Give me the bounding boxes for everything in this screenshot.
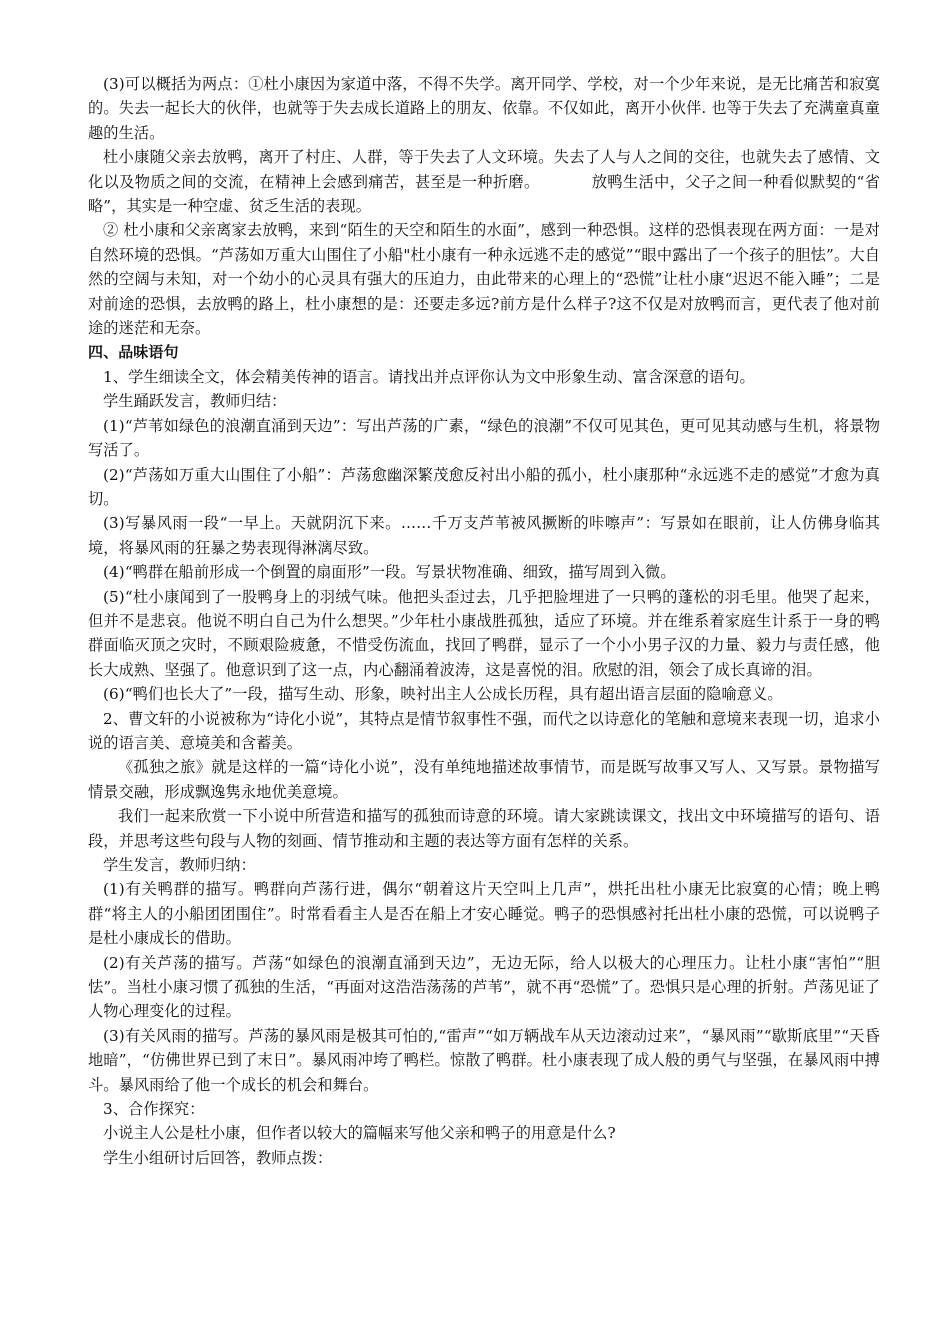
paragraph-leaving-village-part1: 杜小康随父亲去放鸭，离开了村庄、人群，等于失去了人文环境。失去了人与人之间的交往，也就失去了感情、文化以及物质之间的交流，在精神上会感到痛苦，甚至是一种折磨。 (88, 148, 880, 191)
paragraph-ducks-description: (1)有关鸭群的描写。鸭群向芦荡行进，偶尔“朝着这片天空叫上几声”，烘托出杜小康无比寂寞的心情；晚上鸭群“将主人的小船团团围住”。时常看看主人是否在船上才安心睡觉。鸭子的恐惧感衬托出杜小康的恐慌，可以说鸭子是杜小康成长的借助。 (88, 880, 880, 948)
paragraph-task-one: 1、学生细读全文，体会精美传神的语言。请找出并点评你认为文中形象生动、富含深意的语句。 (103, 367, 755, 386)
paragraph-task-two-poetic-novel: 2、曹文轩的小说被称为“诗化小说”，其特点是情节叙事性不强，而代之以诗意化的笔触和意境来表现一切，追求小说的语言美、意境美和含蓄美。 (88, 709, 880, 752)
paragraph-leaving-village (88, 145, 880, 218)
paragraph-group-discussion: 学生小组研讨后回答，教师点拨： (103, 1148, 333, 1167)
paragraph-reeds-description: (2)有关芦荡的描写。芦荡“如绿色的浪潮直涌到天边”，无边无际，给人以极大的心理压力。让杜小康“害怕”“胆怯”。当杜小康习惯了孤独的生活，“再面对这浩浩荡荡的芦苇”，就不再“恐慌”了。恐惧只是心理的折射。芦荡见证了人物心理变化的过程。 (88, 953, 880, 1021)
paragraph-summary-point-one: (3)可以概括为两点：①杜小康因为家道中落，不得不失学。离开同学、学校，对一个少年来说，是无比痛苦和寂寞的。失去一起长大的伙伴，也就等于失去成长道路上的朋友、依靠。不仅如此，离开小伙伴. 也等于失去了充满童真童趣的生活。 (88, 75, 880, 142)
paragraph-lonely-journey-intro: 《孤独之旅》就是这样的一篇“诗化小说”，没有单纯地描述故事情节，而是既写故事又写人、又写景。景物描写情景交融，形成飘逸隽永地优美意境。 (88, 758, 880, 801)
paragraph-students-speak: 学生踊跃发言，教师归结： (103, 392, 287, 411)
paragraph-leaving-village-part2: 放鸭生活中，父子之间一种看似默契的“省略”，其实是一种空虚、贫乏生活的表现。 (88, 172, 880, 216)
paragraph-task-three: 3、合作探究： (103, 1100, 205, 1119)
paragraph-students-summary: 学生发言，教师归纳： (103, 856, 256, 874)
paragraph-storm-description: (3)有关风雨的描写。芦荡的暴风雨是极其可怕的,“雷声”“如万辆战车从天边滚动过来”，“暴风雨”“歇斯底里”“天昏地暗”，“仿佛世界已到了末日”。暴风雨冲垮了鸭栏。惊散了鸭群。杜小康表现了成人般的勇气与坚强，在暴风雨中搏斗。暴风雨给了他一个成长的机会和舞台。 (88, 1026, 880, 1094)
paragraph-item-4-fan-shape: (4)“鸭群在船前形成一个倒置的扇面形”一段。写景状物准确、细致，描写周到入微。 (103, 563, 676, 582)
section-heading-sentences: 四、品味语句 (88, 343, 179, 362)
paragraph-environment-reading: 我们一起来欣赏一下小说中所营造和描写的孤独而诗意的环境。请大家跳读课文，找出文中环境描写的语句、语段，并思考这些句段与人物的刻画、情节推动和主题的表达等方面有怎样的关系。 (88, 807, 880, 850)
paragraph-item-3-storm: (3)写暴风雨一段“一早上。天就阴沉下来。……千万支芦苇被风撅断的咔嚓声”：写景如在眼前，让人仿佛身临其境，将暴风雨的狂暴之势表现得淋漓尽致。 (88, 514, 880, 557)
paragraph-item-6-ducks-grown: (6)“鸭们也长大了”一段，描写生动、形象，映衬出主人公成长历程，具有超出语言层面的隐喻意义。 (103, 685, 783, 704)
paragraph-fear-analysis: ② 杜小康和父亲离家去放鸭，来到“陌生的天空和陌生的水面”，感到一种恐惧。这样的恐惧表现在两方面：一是对自然环境的恐惧。“芦荡如万重大山围住了小船"杜小康有一种永远逃不走的感觉”“眼中露出了一个孩子的胆怯”。大自然的空阔与未知，对一个幼小的心灵具有强大的压迫力，由此带来的心理上的“恐慌”让杜小康“迟迟不能入睡”；二是对前途的恐惧，去放鸭的路上，杜小康想的是：还要走多远?前方是什么样子?这不仅是对放鸭而言，更代表了他对前途的迷茫和无奈。 (88, 221, 880, 338)
paragraph-item-2-mountains: (2)“芦荡如万重大山围住了小船”：芦荡愈幽深繁茂愈反衬出小船的孤小，杜小康那种“永远逃不走的感觉”才愈为真切。 (88, 465, 880, 508)
paragraph-question: 小说主人公是杜小康，但作者以较大的篇幅来写他父亲和鸭子的用意是什么? (103, 1124, 616, 1143)
paragraph-item-1-reeds: (1)“芦苇如绿色的浪潮直涌到天边”：写出芦荡的广素，“绿色的浪潮”不仅可见其色，更可见其动感与生机，将景物写活了。 (88, 416, 880, 460)
paragraph-item-5-tears: (5)“杜小康闻到了一股鸭身上的羽绒气味。他把头歪过去，几乎把脸埋进了一只鸭的蓬松的羽毛里。他哭了起来，但并不是悲哀。他说不明白自己为什么想哭。”少年杜小康战胜孤独，适应了环境。并在维系着家庭生计系于一身的鸭群面临灭顶之灾时，不顾艰险疲惫，不惜受伤流血，找回了鸭群，显示了一个小小男子汉的力量、毅力与责任感，他长大成熟、坚强了。他意识到了这一点，内心翻涌着波涛，这是喜悦的泪。欣慰的泪，领会了成长真谛的泪。 (88, 587, 880, 679)
